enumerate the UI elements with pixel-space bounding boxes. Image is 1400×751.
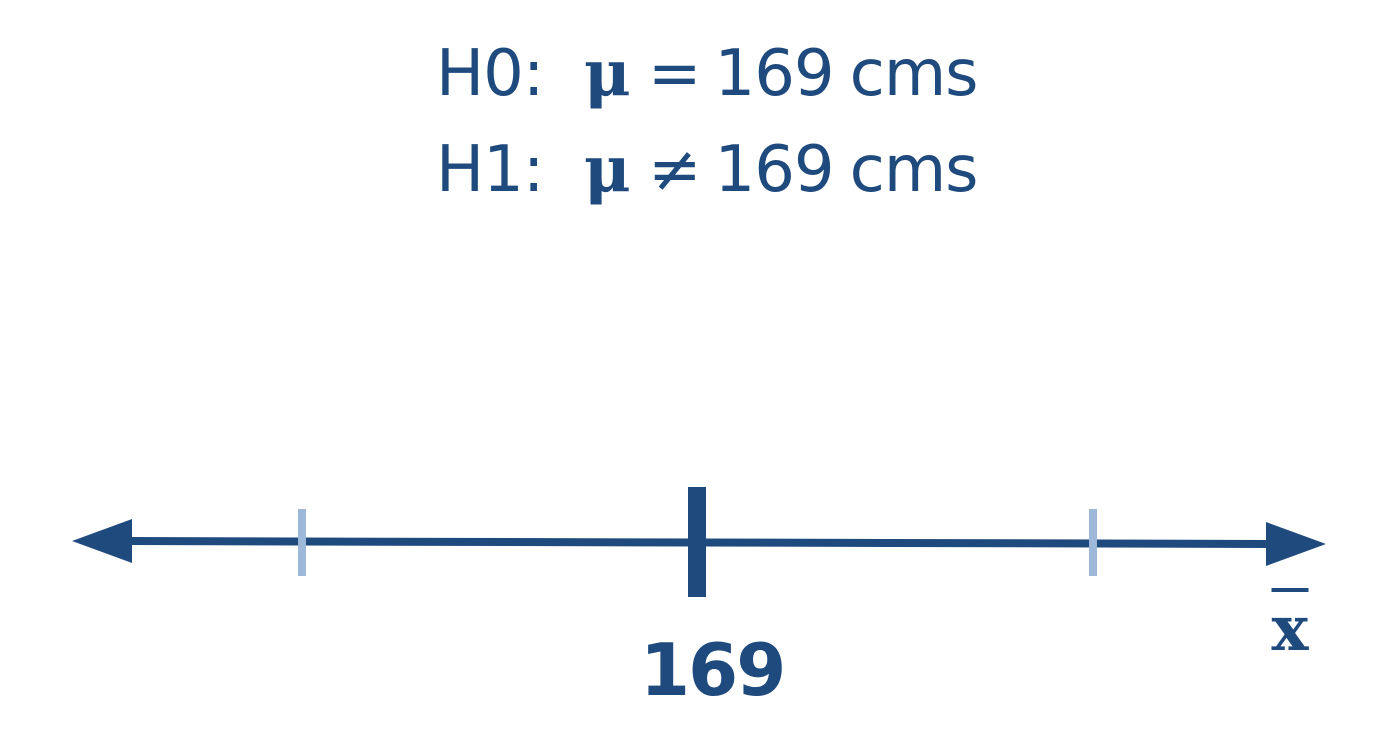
equals-operator: = bbox=[647, 37, 701, 111]
null-hypothesis-unit: cms bbox=[849, 37, 978, 111]
mu-symbol: μ bbox=[584, 36, 630, 111]
right-arrow-icon bbox=[1266, 522, 1326, 566]
left-arrow-icon bbox=[72, 519, 132, 563]
null-hypothesis-value: 169 bbox=[714, 37, 834, 111]
alternative-hypothesis-unit: cms bbox=[849, 133, 978, 207]
x-bar-label: $\overline{x}$ bbox=[1271, 592, 1309, 665]
mu-symbol: μ bbox=[584, 132, 630, 207]
alternative-hypothesis-label: H1: bbox=[436, 133, 544, 207]
alternative-hypothesis-value: 169 bbox=[714, 133, 834, 207]
null-hypothesis-label: H0: bbox=[436, 37, 544, 111]
not-equals-operator: ≠ bbox=[647, 133, 701, 207]
center-value-label: 169 bbox=[640, 628, 785, 712]
